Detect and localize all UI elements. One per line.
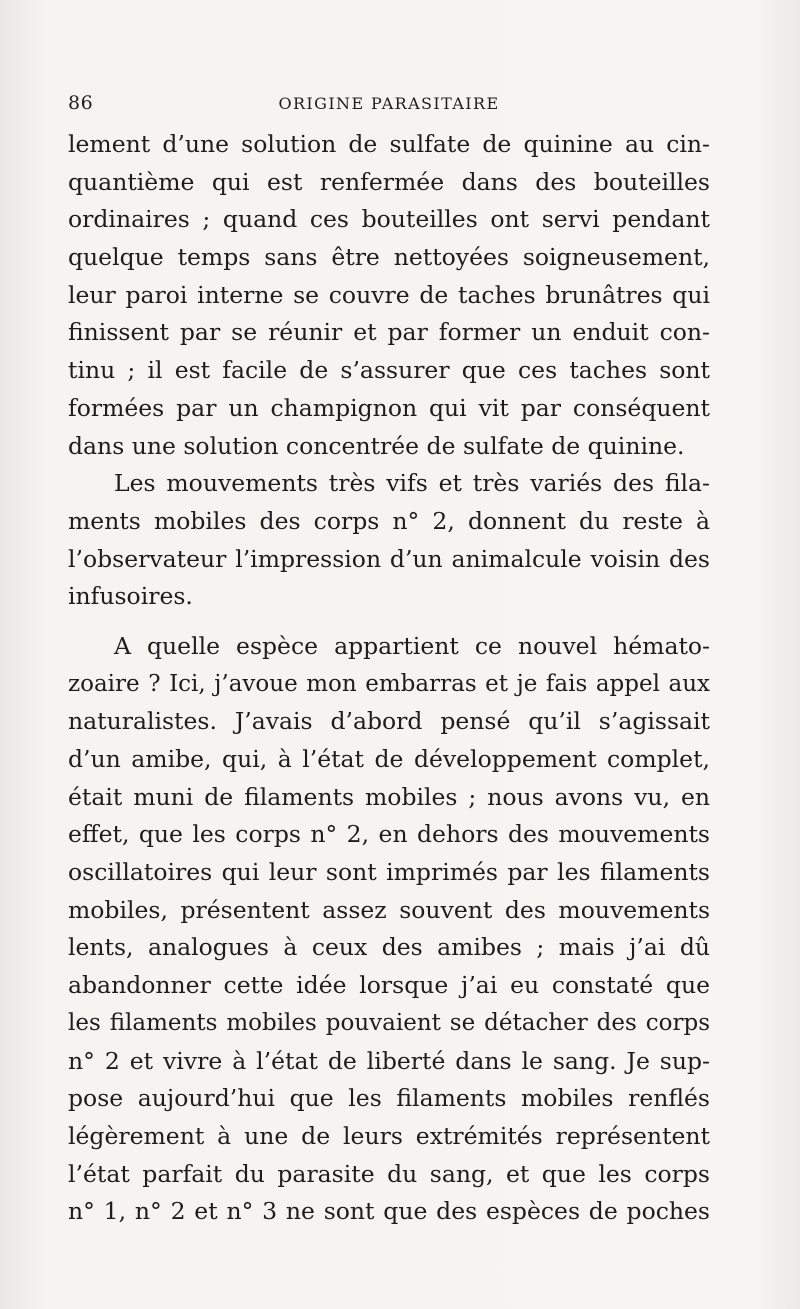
text-line: l’état parfait du parasite du sang, et que les corps (68, 1159, 710, 1188)
text-line: l’observateur l’impression d’un animalcule voisin des (68, 544, 710, 573)
text-line: zoaire ? Ici, j’avoue mon embarras et je fais appel aux (68, 670, 710, 697)
page-number: 86 (68, 92, 94, 114)
text-line: ordinaires ; quand ces bouteilles ont servi pendant (68, 205, 710, 234)
page-header (68, 92, 710, 122)
text-line: abandonner cette idée lorsque j’ai eu constaté que (68, 971, 710, 1000)
text-line: naturalistes. J’avais d’abord pensé qu’il s’agissait (68, 707, 710, 736)
text-line: n° 2 et vivre à l’état de liberté dans le sang. Je sup- (68, 1046, 710, 1075)
text-line: les filaments mobiles pouvaient se détacher des corps (68, 1009, 710, 1036)
text-line: dans une solution concentrée de sulfate de quinine. (68, 431, 685, 460)
paragraph-gap (68, 616, 710, 628)
text-line: infusoires. (68, 582, 193, 611)
paragraph (68, 465, 710, 616)
paragraph (68, 628, 710, 1231)
text-line: leur paroi interne se couvre de taches brunâtres qui (68, 280, 710, 309)
text-line: quantième qui est renfermée dans des bouteilles (68, 167, 710, 196)
text-line: tinu ; il est facile de s’assurer que ces taches sont (68, 356, 710, 385)
text-line: n° 1, n° 2 et n° 3 ne sont que des espèces de poches (68, 1197, 710, 1226)
text-line: était muni de filaments mobiles ; nous avons vu, en (68, 782, 710, 811)
text-line: finissent par se réunir et par former un enduit con- (68, 318, 710, 347)
text-line: pose aujourd’hui que les filaments mobiles renflés (68, 1084, 710, 1113)
running-head: ORIGINE PARASITAIRE (278, 94, 500, 113)
text-line: d’un amibe, qui, à l’état de développement complet, (68, 745, 710, 773)
body-text (68, 126, 710, 1231)
text-line: A quelle espèce appartient ce nouvel hémato- (114, 631, 710, 660)
text-line: lents, analogues à ceux des amibes ; mais j’ai dû (68, 933, 710, 962)
text-line: quelque temps sans être nettoyées soigneusement, (68, 243, 710, 272)
text-line: lement d’une solution de sulfate de quinine au cin- (68, 130, 710, 158)
text-line: mobiles, présentent assez souvent des mouvements (68, 895, 710, 924)
text-line: légèrement à une de leurs extrémités représentent (68, 1121, 710, 1150)
text-line: oscillatoires qui leur sont imprimés par les filaments (68, 858, 710, 887)
text-line: ments mobiles des corps n° 2, donnent du reste à (68, 506, 710, 535)
text-line: effet, que les corps n° 2, en dehors des mouvements (68, 820, 710, 849)
text-line: Les mouvements très vifs et très variés des fila- (114, 469, 710, 498)
text-line: formées par un champignon qui vit par conséquent (68, 393, 710, 422)
paragraph (68, 126, 710, 465)
